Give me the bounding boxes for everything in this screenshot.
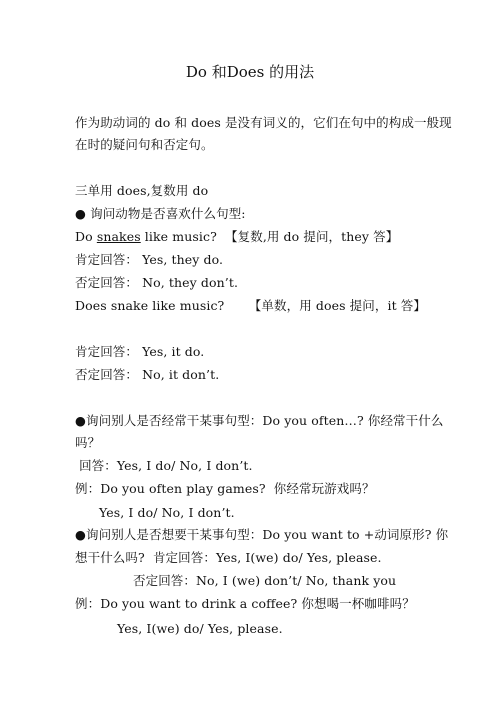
section2-heading-line-2: 吗？ xyxy=(75,435,101,450)
section3-example: 例：Do you want to drink a coffee? 你想喝一杯咖啡吗？ xyxy=(75,596,415,611)
example2-negative-answer: 否定回答： No, it don’t. xyxy=(75,367,220,382)
intro-line-2: 在时的疑问句和否定句。 xyxy=(75,137,214,152)
example1-positive-answer: 肯定回答： Yes, they do. xyxy=(75,252,224,267)
section1-heading-text: 询问动物是否喜欢什么句型: xyxy=(86,206,246,221)
section2-example-answer: Yes, I do/ No, I don’t. xyxy=(99,505,235,520)
section2-example: 例：Do you often play games? 你经常玩游戏吗？ xyxy=(75,481,375,496)
rule-line: 三单用 does,复数用 do xyxy=(75,183,209,198)
example1-suffix: like music? 【复数,用 do 提问，they 答】 xyxy=(140,229,399,244)
example1-underlined-word: snakes xyxy=(96,229,141,244)
example1-question xyxy=(75,229,398,245)
example1-prefix: Do xyxy=(75,229,97,244)
section1-heading xyxy=(75,206,246,222)
example2-question: Does snake like music? 【单数，用 does 提问，it 答】 xyxy=(75,298,426,313)
section3-example-answer: Yes, I(we) do/ Yes, please. xyxy=(117,621,283,636)
document-title: Do 和Does 的用法 xyxy=(185,63,315,81)
section3-negative-answer: 否定回答：No, I (we) don’t/ No, thank you xyxy=(133,573,397,588)
section3-heading-line-2: 想干什么吗? 肯定回答：Yes, I(we) do/ Yes, please. xyxy=(75,550,382,565)
section2-heading-line-1: ●询问别人是否经常干某事句型：Do you often…? 你经常干什么 xyxy=(75,413,444,428)
section3-heading-line-1: ●询问别人是否想要干某事句型：Do you want to +动词原形? 你 xyxy=(75,527,449,542)
example1-negative-answer: 否定回答： No, they don’t. xyxy=(75,275,239,290)
example2-positive-answer: 肯定回答： Yes, it do. xyxy=(75,344,205,359)
section2-answer: 回答：Yes, I do/ No, I don’t. xyxy=(75,458,253,473)
bullet-icon: ● xyxy=(75,206,87,221)
intro-line-1: 作为助动词的 do 和 does 是没有词义的，它们在句中的构成一般现 xyxy=(75,115,452,130)
